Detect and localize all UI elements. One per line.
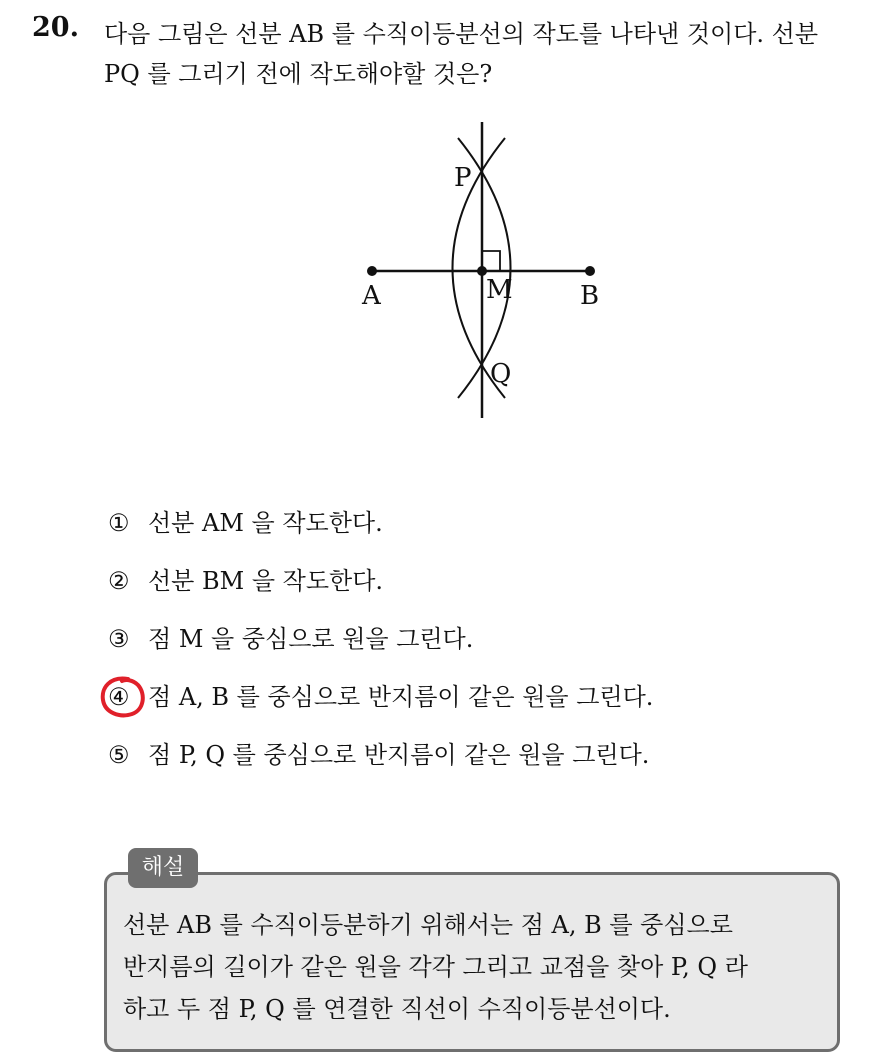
label-m: M <box>486 275 513 305</box>
point-a <box>367 266 377 276</box>
label-q: Q <box>490 359 512 389</box>
question-text-line-1: 다음 그림은 선분 AB 를 수직이등분선의 작도를 나타낸 것이다. 선분 <box>104 20 819 48</box>
point-b <box>585 266 595 276</box>
choice-1-number: ① <box>108 509 130 537</box>
choice-5-text: 점 P, Q 를 중심으로 반지름이 같은 원을 그린다. <box>148 741 650 769</box>
choice-3-text: 점 M 을 중심으로 원을 그린다. <box>148 625 474 653</box>
explanation-tag: 해설 <box>128 848 198 888</box>
explanation-box <box>104 872 840 1052</box>
choice-2-text: 선분 BM 을 작도한다. <box>148 567 384 595</box>
explanation-line-1: 선분 AB 를 수직이등분하기 위해서는 점 A, B 를 중심으로 <box>123 911 733 939</box>
choice-2-number: ② <box>108 567 130 595</box>
question-number: 20. <box>32 12 79 43</box>
choice-5[interactable] <box>108 738 649 772</box>
choice-2[interactable] <box>108 564 383 598</box>
choice-3[interactable] <box>108 622 473 656</box>
choice-4-number: ④ <box>108 683 130 711</box>
choice-4[interactable] <box>108 680 653 714</box>
choice-4-text: 점 A, B 를 중심으로 반지름이 같은 원을 그린다. <box>148 683 654 711</box>
choice-1[interactable] <box>108 506 383 540</box>
choice-3-number: ③ <box>108 625 130 653</box>
explanation-line-2: 반지름의 길이가 같은 원을 각각 그리고 교점을 찾아 P, Q 라 <box>123 953 748 981</box>
label-p: P <box>454 163 472 193</box>
perpendicular-bisector-figure <box>350 118 620 428</box>
choice-1-text: 선분 AM 을 작도한다. <box>148 509 383 537</box>
question-text-line-2: PQ 를 그리기 전에 작도해야할 것은? <box>104 60 493 88</box>
explanation-line-3: 하고 두 점 P, Q 를 연결한 직선이 수직이등분선이다. <box>123 995 671 1023</box>
label-b: B <box>580 281 600 311</box>
choice-5-number: ⑤ <box>108 741 130 769</box>
label-a: A <box>362 281 381 311</box>
